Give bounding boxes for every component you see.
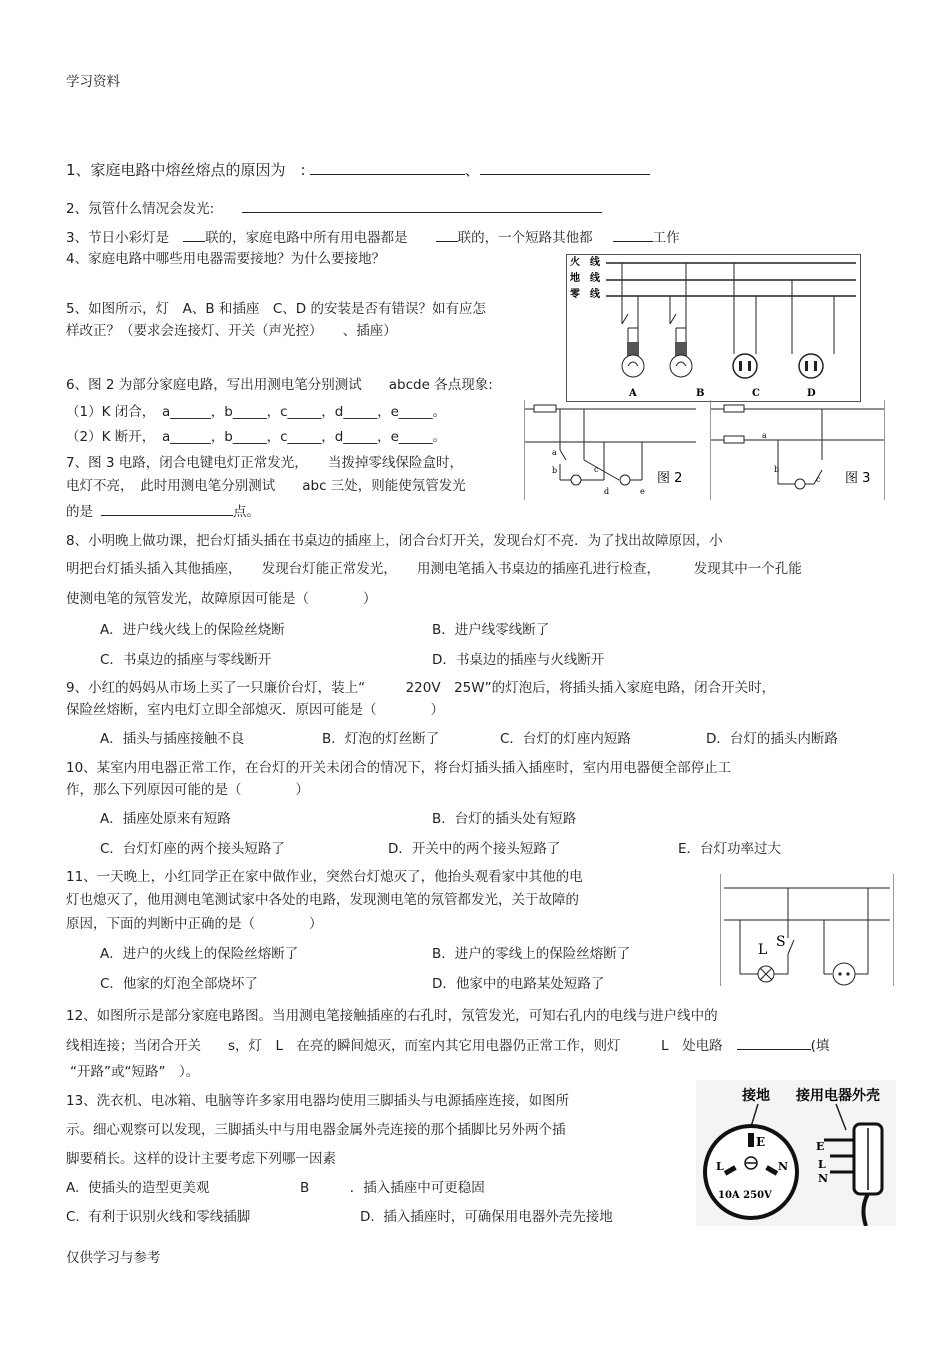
q11-option-a[interactable]: A．进户的火线上的保险丝熔断了 [100, 946, 299, 962]
wire-ground-label: 地 线 [570, 273, 600, 284]
figure-3 [710, 400, 885, 500]
q9-option-d[interactable]: D．台灯的插头内断路 [706, 731, 838, 747]
q8-option-b[interactable]: B．进户线零线断了 [432, 622, 550, 638]
socket-c-label: C [752, 388, 760, 399]
q8-option-d[interactable]: D．书桌边的插座与火线断开 [432, 652, 605, 668]
question-12-line-1: 12、如图所示是部分家庭电路图。当用测电笔接触插座的右孔时，氖管发光，可知右孔内的电线与进户线中的 [66, 1008, 718, 1024]
question-7-line-1: 7、图 3 电路，闭合电键电灯正常发光， 当拨掉零线保险盒时， [66, 455, 464, 471]
fig13-pin-e: E [816, 1140, 825, 1153]
question-6-line-2: （1）K 闭合， a______，b_____，c_____，d_____，e_____。 [66, 404, 447, 420]
figure-three-pin-plug [696, 1080, 896, 1226]
fig2-point-d: d [604, 487, 610, 496]
question-11-line-2: 灯也熄灭了，他用测电笔测试家中各处的电路，发现测电笔的氖管都发光，关于故障的 [66, 892, 579, 908]
question-13-line-1: 13、洗衣机、电冰箱、电脑等许多家用电器均使用三脚插头与电源插座连接，如图所 [66, 1093, 570, 1109]
figure-2 [524, 400, 696, 500]
figure-q11-circuit [720, 874, 894, 986]
question-12-line-2 [66, 1035, 829, 1055]
q12-blank[interactable] [737, 1035, 811, 1050]
q7-suffix: 点。 [233, 504, 260, 520]
question-5-line-1: 5、如图所示，灯 A、B 和插座 C、D 的安装是否有错误？如有应怎 [66, 301, 486, 317]
question-11-line-3: 原因，下面的判断中正确的是（ ） [66, 916, 323, 932]
q3-part-b: 联的，家庭电路中所有用电器都是 [205, 230, 408, 246]
q7-prefix: 的是 [66, 504, 93, 520]
q3-part-d: 工作 [652, 230, 680, 246]
fig11-s-label: S [776, 934, 786, 950]
wire-live-label: 火 线 [570, 257, 600, 268]
fig2-caption: 图 2 [657, 471, 683, 486]
question-6-line-3: （2）K 断开， a______，b_____，c_____，d_____，e_____。 [66, 429, 447, 445]
fig13-socket-e: E [756, 1135, 766, 1149]
q10-option-a[interactable]: A．插座处原来有短路 [100, 811, 231, 827]
question-11-line-1: 11、一天晚上，小红同学正在家中做作业，突然台灯熄灭了，他抬头观看家中其他的电 [66, 869, 583, 885]
q13-option-b[interactable]: B ．插入插座中可更稳固 [300, 1180, 485, 1196]
fig13-pin-l: L [818, 1158, 826, 1171]
page-footer: 仅供学习与参考 [66, 1250, 161, 1266]
question-5-line-2: 样改正？（要求会连接灯、开关（声光控） 、插座） [66, 323, 397, 339]
fig11-l-label: L [758, 942, 768, 958]
fig3-point-b: b [774, 465, 780, 474]
fig13-socket-l: L [716, 1160, 724, 1173]
q1-text: 1、家庭电路中熔丝熔点的原因为 : [66, 161, 306, 179]
question-10-line-1: 10、某室内用电器正常工作，在台灯的开关未闭合的情况下，将台灯插头插入插座时，室内用电器便全部停止工 [66, 760, 732, 776]
question-6-line-1: 6、图 2 为部分家庭电路，写出用测电笔分别测试 abcde 各点现象: [66, 377, 493, 393]
q12-text: 线相连接；当闭合开关 s，灯 L 在亮的瞬间熄灭，而室内其它用电器仍正常工作，则灯 L 处电路 [66, 1038, 723, 1054]
q11-option-d[interactable]: D．他家中的电路某处短路了 [432, 976, 605, 992]
q10-option-c[interactable]: C．台灯灯座的两个接头短路了 [100, 841, 285, 857]
question-13-line-3: 脚要稍长。这样的设计主要考虑下列哪一因素 [66, 1151, 336, 1167]
fig13-pin-n: N [818, 1172, 829, 1185]
q8-option-c[interactable]: C．书桌边的插座与零线断开 [100, 652, 272, 668]
fig2-point-e: e [640, 487, 645, 496]
q2-text: 2、氖管什么情况会发光: [66, 201, 215, 217]
question-8-line-3: 使测电笔的氖管发光，故障原因可能是（ ） [66, 591, 377, 607]
fig2-point-b: b [552, 466, 558, 475]
q3-part-a: 3、节日小彩灯是 [66, 230, 170, 246]
q3-blank-1[interactable] [183, 227, 205, 242]
question-7-line-2: 电灯不亮， 此时用测电笔分别测试 abc 三处，则能使氖管发光 [66, 478, 466, 494]
question-7-line-3 [66, 501, 260, 521]
fig13-socket-n: N [778, 1160, 789, 1173]
question-13-line-2: 示。细心观察可以发现，三脚插头中与用电器金属外壳连接的那个插脚比另外两个插 [66, 1122, 566, 1138]
question-2 [66, 198, 602, 218]
wire-neutral-label: 零 线 [570, 289, 600, 300]
question-10-line-2: 作，那么下列原因可能的是（ ） [66, 782, 309, 798]
q3-blank-3[interactable] [613, 227, 653, 242]
q10-option-b[interactable]: B．台灯的插头处有短路 [432, 811, 577, 827]
question-9-line-1: 9、小红的妈妈从市场上买了一只廉价台灯，装上“ 220V 25W”的灯泡后，将插头插入家庭电路，闭合开关时， [66, 680, 776, 696]
question-9-line-2: 保险丝熔断，室内电灯立即全部熄灭．原因可能是（ ） [66, 702, 444, 718]
fig13-ground-label: 接地 [742, 1088, 770, 1104]
q9-option-a[interactable]: A．插头与插座接触不良 [100, 731, 245, 747]
fig3-caption: 图 3 [845, 471, 871, 486]
question-1 [66, 160, 650, 179]
q3-blank-2[interactable] [436, 227, 458, 242]
question-8-line-1: 8、小明晚上做功课，把台灯插头插在书桌边的插座上，闭合台灯开关，发现台灯不亮．为了找出故障原因，小 [66, 533, 723, 549]
q13-option-d[interactable]: D. 插入插座时，可确保用电器外壳先接地 [360, 1209, 613, 1225]
lamp-a-label: A [629, 388, 637, 399]
q2-blank[interactable] [242, 198, 602, 213]
question-4: 4、家庭电路中哪些用电器需要接地？为什么要接地？ [66, 251, 386, 267]
q8-option-a[interactable]: A．进户线火线上的保险丝烧断 [100, 622, 285, 638]
q1-blank-2[interactable] [480, 160, 650, 175]
fig13-rating: 10A 250V [718, 1190, 772, 1201]
fig2-point-a: a [552, 448, 557, 457]
q9-option-b[interactable]: B．灯泡的灯丝断了 [322, 731, 440, 747]
fig3-point-c: c [816, 475, 821, 484]
question-8-line-2: 明把台灯插头插入其他插座， 发现台灯能正常发光， 用测电笔插入书桌边的插座孔进行检查， 发现其中一个孔能 [66, 561, 802, 577]
socket-d-label: D [807, 388, 816, 399]
fig2-point-c: c [594, 465, 599, 474]
q13-option-c[interactable]: C. 有利于识别火线和零线插脚 [66, 1209, 251, 1225]
q12-fill-hint: (填 [810, 1038, 830, 1054]
q7-blank[interactable] [101, 501, 233, 516]
fig13-shell-label: 接用电器外壳 [796, 1088, 880, 1104]
q1-sep: 、 [464, 161, 480, 179]
q10-option-d[interactable]: D．开关中的两个接头短路了 [388, 841, 561, 857]
question-12-line-3: “开路”或“短路” ）。 [70, 1064, 200, 1080]
q9-option-c[interactable]: C．台灯的灯座内短路 [500, 731, 631, 747]
q13-option-a[interactable]: A. 使插头的造型更美观 [66, 1180, 210, 1196]
q11-option-c[interactable]: C．他家的灯泡全部烧坏了 [100, 976, 258, 992]
question-3 [66, 227, 680, 247]
q1-blank-1[interactable] [310, 160, 465, 175]
figure-household-wiring [566, 254, 861, 402]
fig3-point-a: a [762, 431, 767, 440]
page-header: 学习资料 [66, 74, 120, 90]
lamp-b-label: B [696, 388, 705, 399]
q3-part-c: 联的，一个短路其他都 [457, 230, 593, 246]
q10-option-e[interactable]: E．台灯功率过大 [678, 841, 782, 857]
q11-option-b[interactable]: B．进户的零线上的保险丝熔断了 [432, 946, 631, 962]
